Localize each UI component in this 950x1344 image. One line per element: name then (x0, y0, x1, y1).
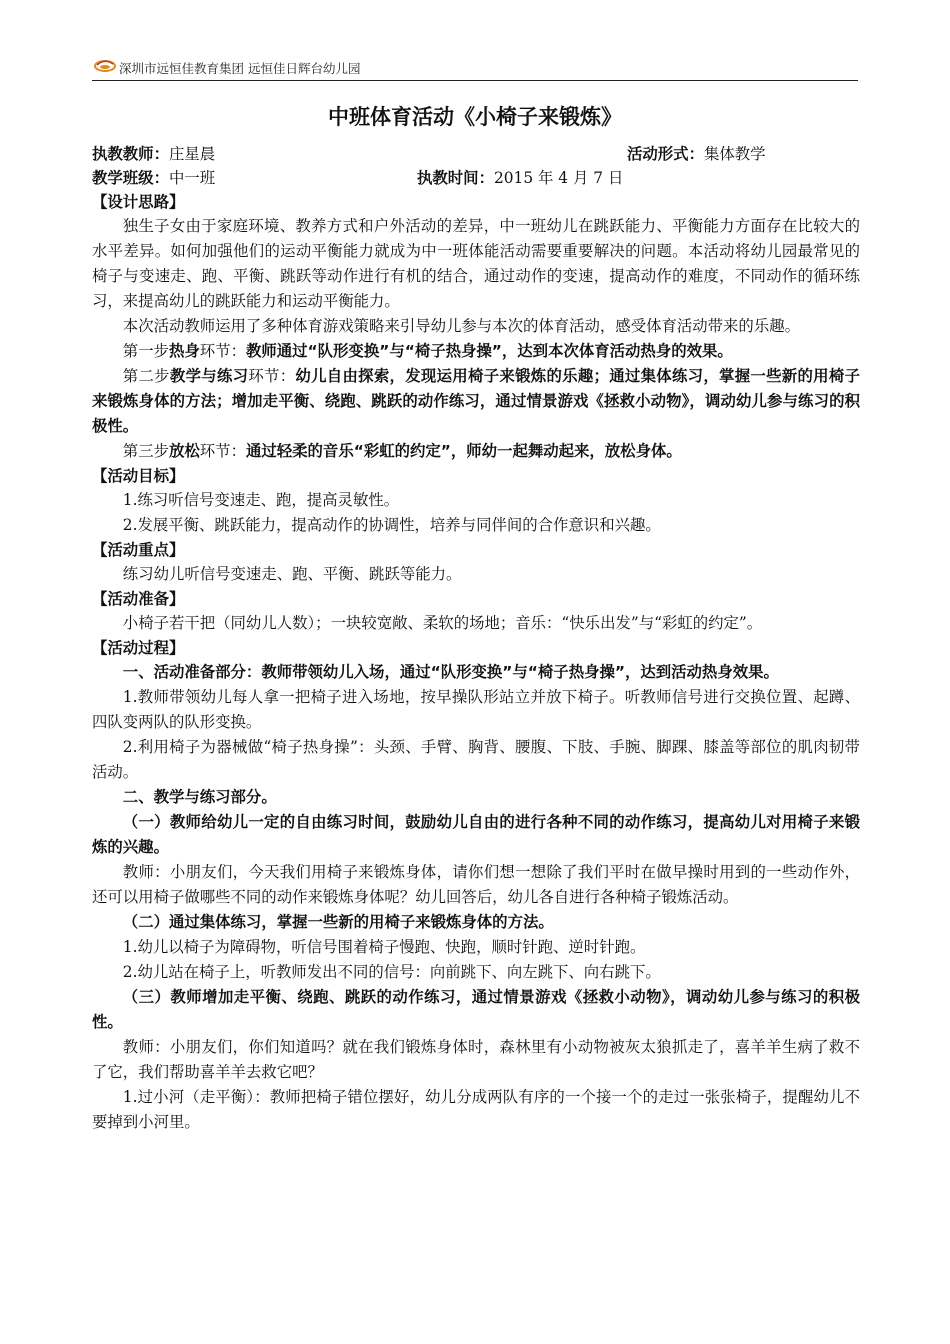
key-point: 练习幼儿听信号变速走、跑、平衡、跳跃等能力。 (122, 565, 462, 583)
step1-prefix: 第一步 (122, 342, 169, 360)
design-paragraph-1: 独生子女由于家庭环境、教养方式和户外活动的差异，中一班幼儿在跳跃能力、平衡能力方面存在比较大的水平差异。如何加强他们的运动平衡能力就成为中一班体能活动需要重要解决的问题。本活动将幼儿园最常见的椅子与变速走、跑、平衡、跳跃等动作进行有机的结合，通过动作的变速，提高动作的难度，不同动作的循环练习，来提高幼儿的跳跃能力和运动平衡能力。 (92, 217, 860, 310)
section-key: 【活动重点】 (92, 541, 185, 559)
step1-suffix: 环节： (199, 342, 246, 360)
process-part-1-step-1: 1.教师带领幼儿每人拿一把椅子进入场地，按早操队形站立并放下椅子。听教师信号进行交换位置、起蹲、四队变两队的队形变换。 (92, 688, 860, 731)
teacher-label: 执教教师： (92, 145, 169, 163)
time-value: 2015 年 4 月 7 日 (493, 168, 624, 187)
design-step-3 (92, 439, 860, 464)
process-part-2-b-2: 2.幼儿站在椅子上，听教师发出不同的信号：向前跳下、向左跳下、向右跳下。 (122, 963, 661, 981)
meta-row-2 (92, 167, 860, 191)
section-process: 【活动过程】 (92, 639, 185, 657)
process-part-2: 二、教学与练习部分。 (122, 788, 277, 806)
header-org-text: 深圳市远恒佳教育集团 远恒佳日辉台幼儿园 (119, 61, 361, 76)
document-title: 中班体育活动《小椅子来锻炼》 (328, 105, 622, 129)
step2-name: 教学与练习 (169, 367, 249, 385)
goal-1: 1.练习听信号变速走、跑，提高灵敏性。 (122, 491, 400, 509)
step3-text: 通过轻柔的音乐“彩虹的约定”，师幼一起舞动起来，放松身体。 (245, 442, 682, 460)
step3-prefix: 第三步 (122, 442, 169, 460)
process-part-2-c-1: 1.过小河（走平衡）：教师把椅子错位摆好，幼儿分成两队有序的一个接一个的走过一张张椅子，提醒幼儿不要掉到小河里。 (92, 1088, 860, 1131)
form-value: 集体教学 (703, 145, 766, 163)
design-step-1 (92, 339, 860, 364)
process-part-2-a: （一）教师给幼儿一定的自由练习时间，鼓励幼儿自由的进行各种不同的动作练习，提高幼儿对用椅子来锻炼的兴趣。 (92, 813, 860, 856)
process-part-2-c: （三）教师增加走平衡、绕跑、跳跃的动作练习，通过情景游戏《拯救小动物》，调动幼儿参与练习的积极性。 (92, 988, 860, 1031)
section-design: 【设计思路】 (92, 193, 185, 211)
process-part-2-c-text: 教师：小朋友们，你们知道吗？就在我们锻炼身体时，森林里有小动物被灰太狼抓走了，喜羊羊生病了救不了它，我们帮助喜羊羊去救它吧？ (92, 1038, 860, 1081)
time-label: 执教时间： (417, 168, 494, 187)
prep-text: 小椅子若干把（同幼儿人数）；一块较宽敞、柔软的场地；音乐：“快乐出发”与“彩虹的约定”。 (122, 614, 763, 632)
step3-suffix: 环节： (199, 442, 246, 460)
design-step-2 (92, 364, 860, 439)
step3-name: 放松 (168, 442, 200, 460)
section-goals: 【活动目标】 (92, 467, 185, 485)
section-prep: 【活动准备】 (92, 590, 185, 608)
form-field (627, 143, 766, 167)
page-header (92, 54, 858, 81)
process-part-2-b: （二）通过集体练习，掌握一些新的用椅子来锻炼身体的方法。 (122, 913, 554, 931)
teacher-value: 庄星晨 (168, 145, 216, 163)
step1-name: 热身 (168, 342, 200, 360)
goal-2: 2.发展平衡、跳跃能力，提高动作的协调性，培养与同伴间的合作意识和兴趣。 (122, 516, 661, 534)
class-value: 中一班 (168, 168, 216, 187)
form-label: 活动形式： (627, 145, 704, 163)
document-body (92, 143, 860, 1135)
step2-text: 幼儿自由探索，发现运用椅子来锻炼的乐趣；通过集体练习，掌握一些新的用椅子来锻炼身体的方法；增加走平衡、绕跑、跳跃的动作练习，通过情景游戏《拯救小动物》，调动幼儿参与练习的积极性。 (92, 367, 860, 435)
process-part-2-a-text: 教师：小朋友们，今天我们用椅子来锻炼身体，请你们想一想除了我们平时在做早操时用到的一些动作外，还可以用椅子做哪些不同的动作来锻炼身体呢？幼儿回答后，幼儿各自进行各种椅子锻炼活动。 (92, 863, 860, 906)
time-field (417, 167, 623, 191)
process-part-2-b-1: 1.幼儿以椅子为障碍物，听信号围着椅子慢跑、快跑，顺时针跑、逆时针跑。 (122, 938, 646, 956)
design-paragraph-2: 本次活动教师运用了多种体育游戏策略来引导幼儿参与本次的体育活动，感受体育活动带来的乐趣。 (122, 317, 800, 335)
process-part-1-step-2: 2.利用椅子为器械做“椅子热身操”：头颈、手臂、胸背、腰腹、下肢、手腕、脚踝、膝盖等部位的肌肉韧带活动。 (92, 738, 860, 781)
meta-row-1 (92, 143, 860, 167)
step2-suffix: 环节： (248, 367, 296, 385)
class-label: 教学班级： (92, 168, 169, 187)
step1-text: 教师通过“队形变换”与“椅子热身操”，达到本次体育活动热身的效果。 (245, 342, 733, 360)
process-part-1: 一、活动准备部分：教师带领幼儿入场，通过“队形变换”与“椅子热身操”，达到活动热身效果。 (122, 663, 779, 681)
school-logo-icon (94, 56, 116, 74)
step2-prefix: 第二步 (122, 367, 170, 385)
